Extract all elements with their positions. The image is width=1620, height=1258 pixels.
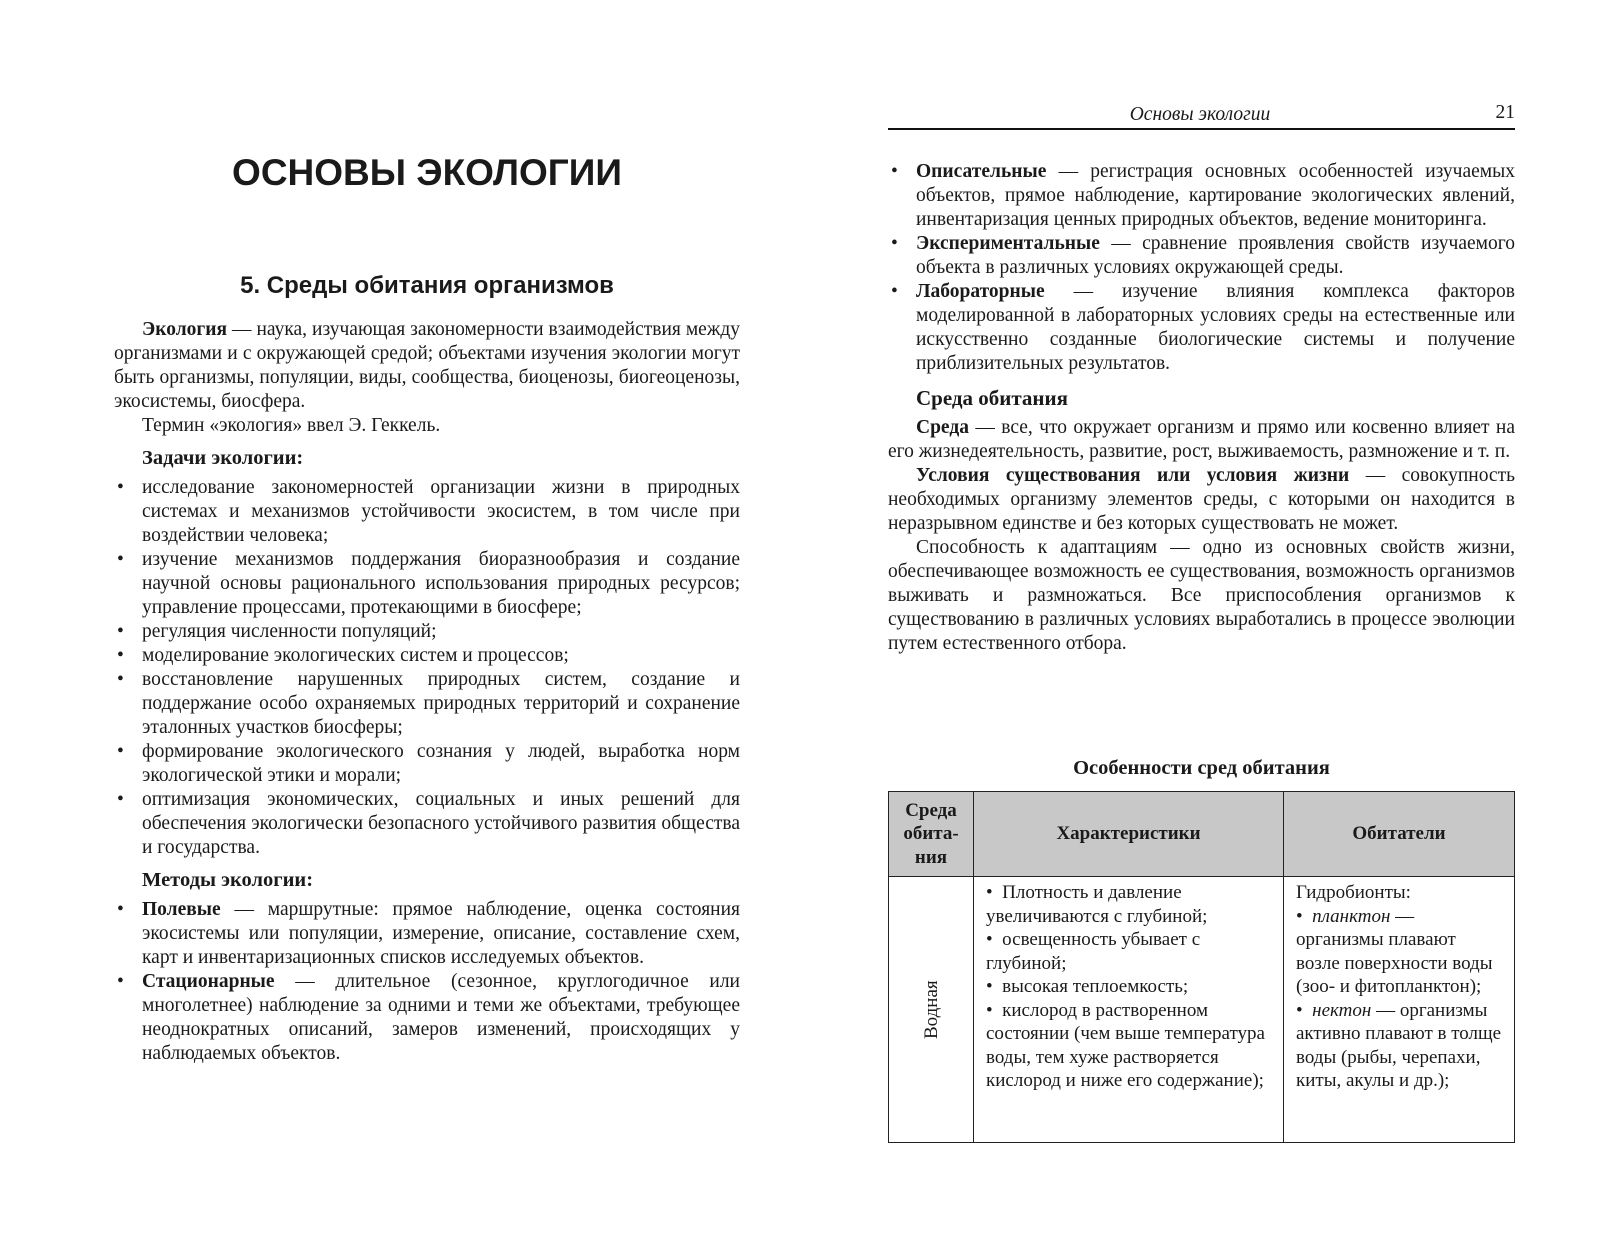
characteristic-item: • высокая теплоемкость; xyxy=(986,976,1189,997)
running-head: Основы экологии xyxy=(1129,104,1271,125)
chapter-title: ОСНОВЫ ЭКОЛОГИИ xyxy=(232,152,622,193)
table-caption: Особенности сред обитания xyxy=(1073,757,1330,779)
bullet-icon: • xyxy=(891,161,898,182)
bullet-icon: • xyxy=(117,549,124,570)
term-note: Термин «экология» ввел Э. Геккель. xyxy=(142,415,441,436)
habitat-definition: Среда — все, что окружает организм и прямо или косвенно влияет на его жизнедеятельность, развитие, рост, выживаемость, размножение и т. п. xyxy=(888,417,1515,462)
list-item: • формирование экологического сознания у людей, выработка норм экологической этики и морали; xyxy=(117,741,740,786)
page-number: 21 xyxy=(1495,102,1515,123)
adaptation-paragraph: Способность к адаптациям — одно из основных свойств жизни, обеспечивающее возможность ее существования, возможность организмов выживать и размножаться. Все приспособления организмов к существованию в различных условиях выработались в процессе эволюции путем естественного отбора. xyxy=(888,537,1515,654)
list-item: • Стационарные — длительное (сезонное, круглогодичное или многолетнее) наблюдение за одними и теми же объектами, требующее неоднократных описаний, замеров изменений, происходящих у наблюдаемых объектов. xyxy=(117,971,740,1064)
bullet-icon: • xyxy=(117,899,124,920)
inhabitants-intro: Гидробионты: xyxy=(1296,882,1411,903)
characteristic-item: • Плотность и давление увеличиваются с глубиной; xyxy=(986,882,1208,927)
list-item: • Экспериментальные — сравнение проявления свойств изучаемого объекта в различных условиях окружающей среды. xyxy=(891,233,1515,278)
habitat-cell: Водная xyxy=(889,877,974,1143)
table-header-row xyxy=(889,792,1515,877)
methods-list xyxy=(114,898,740,1066)
bullet-icon: • xyxy=(117,645,124,666)
habitats-table xyxy=(888,791,1515,1143)
bullet-icon: • xyxy=(117,789,124,810)
bullet-icon: • xyxy=(117,669,124,690)
habitat-heading: Среда обитания xyxy=(916,386,1068,410)
bullet-icon: • xyxy=(117,741,124,762)
list-item: • оптимизация экономических, социальных и иных решений для обеспечения экологически безопасного устойчивого развития общества и государства. xyxy=(117,789,740,858)
table-row xyxy=(889,877,1515,1143)
header-inhabitants: Обитатели xyxy=(1284,792,1515,877)
conditions-definition: Условия существования или условия жизни — совокупность необходимых организму элементов среды, с которыми он находится в неразрывном единстве и без которых существовать не может. xyxy=(888,465,1515,534)
list-item: • исследование закономерностей организации жизни в природных системах и механизмов устойчивости экосистем, в том числе при воздействии человека; xyxy=(117,477,740,546)
right-page-body xyxy=(888,160,1515,656)
bullet-icon: • xyxy=(891,281,898,302)
list-item: • регуляция численности популяций; xyxy=(117,621,437,642)
header-rule xyxy=(888,128,1515,130)
bullet-icon: • xyxy=(891,233,898,254)
section-title: 5. Среды обитания организмов xyxy=(240,272,614,299)
bullet-icon: • xyxy=(117,621,124,642)
definition: — наука, изучающая закономерности взаимодействия между организмами и с окружающей средой; объектами изучения экологии могут быть организмы, популяции, виды, сообщества, биоценозы, биогеоценозы, экосистемы, биосфера. xyxy=(114,319,740,412)
methods-heading: Методы экологии: xyxy=(142,869,314,891)
characteristics-cell xyxy=(974,877,1284,1143)
characteristic-item: • кислород в растворенном состоянии (чем выше температура воды, тем хуже растворяется кислород и ниже его содержание); xyxy=(986,999,1265,1091)
inhabitant-item: • планктон — организмы плавают возле поверхности воды (зоо- и фитопланктон); xyxy=(1296,905,1493,997)
characteristic-item: • освещенность убывает с глубиной; xyxy=(986,929,1201,974)
list-item: • Лабораторные — изучение влияния комплекса факторов моделированной в лабораторных условиях среды на естественные или искусственно созданные биологические системы и получение приблизительных результатов. xyxy=(891,281,1515,374)
intro-paragraph xyxy=(114,318,740,414)
list-item: • моделирование экологических систем и процессов; xyxy=(117,645,569,666)
list-item: • изучение механизмов поддержания биоразнообразия и создание научной основы рационального использования природных ресурсов; управление процессами, протекающими в биосфере; xyxy=(117,549,740,618)
bullet-icon: • xyxy=(117,971,124,992)
list-item: • восстановление нарушенных природных систем, создание и поддержание особо охраняемых природных территорий и сохранение эталонных участков биосферы; xyxy=(117,669,740,738)
header-habitat: Среда обита-ния xyxy=(889,792,974,877)
list-item: • Полевые — маршрутные: прямое наблюдение, оценка состояния экосистемы или популяции, измерение, описание, составление схем, карт и инвентаризационных списков исследуемых объектов. xyxy=(117,899,740,968)
tasks-list xyxy=(114,476,740,860)
left-page-body xyxy=(114,318,740,1066)
tasks-heading: Задачи экологии: xyxy=(142,447,304,469)
methods-list-continued xyxy=(888,160,1515,376)
header-characteristics: Характеристики xyxy=(974,792,1284,877)
inhabitant-item: • нектон — организмы активно плавают в толще воды (рыбы, черепахи, киты, акулы и др.); xyxy=(1296,999,1502,1091)
list-item: • Описательные — регистрация основных особенностей изучаемых объектов, прямое наблюдение, картирование экологических явлений, инвентаризация ценных природных объектов, ведение мониторинга. xyxy=(891,161,1515,230)
inhabitants-cell xyxy=(1284,877,1515,1143)
bullet-icon: • xyxy=(117,477,124,498)
term: Экология xyxy=(142,319,228,340)
